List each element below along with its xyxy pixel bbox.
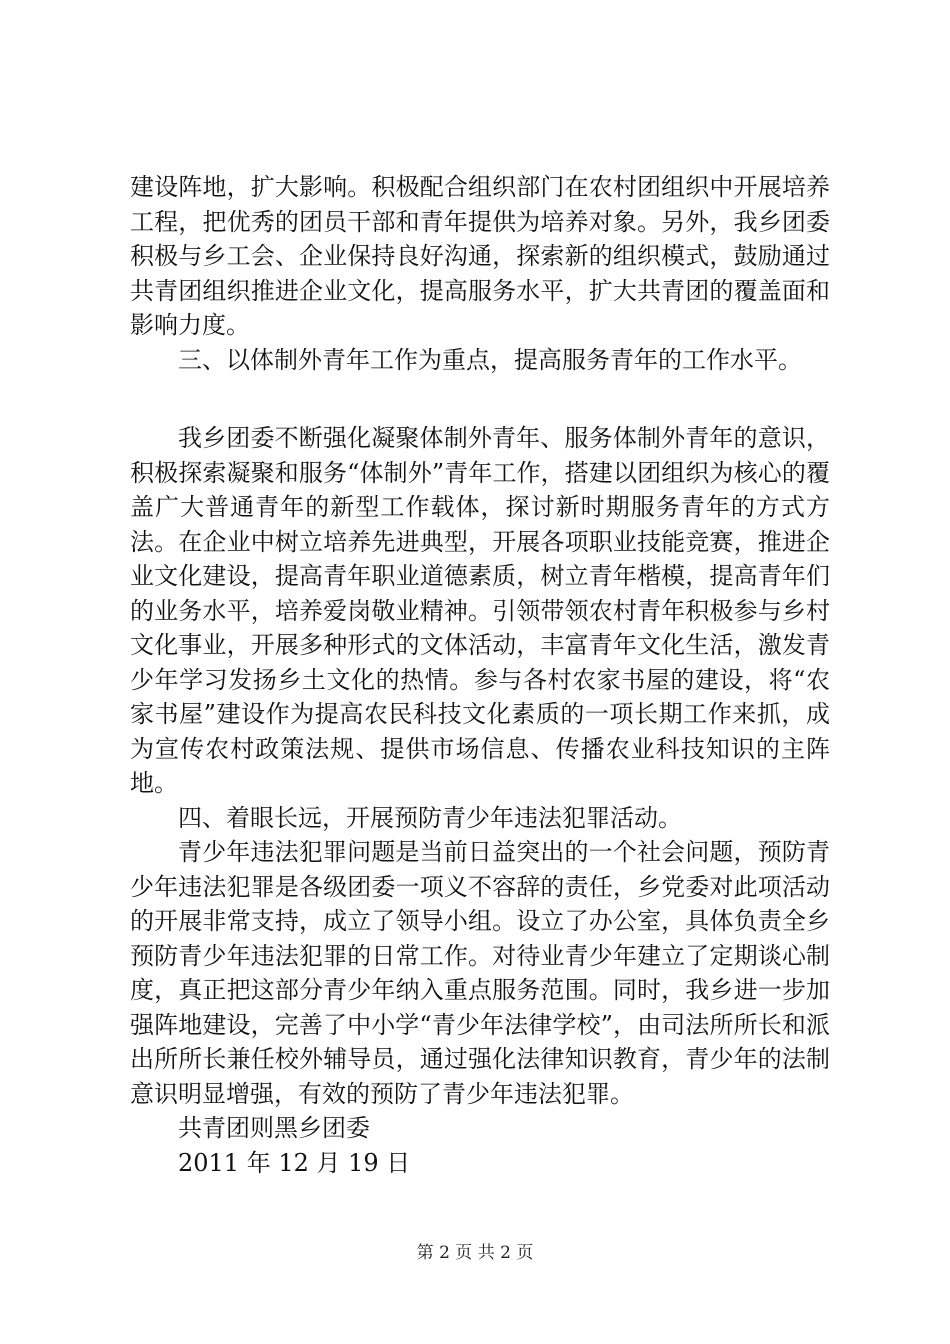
section-heading-four: 四、着眼长远，开展预防青少年违法犯罪活动。	[178, 803, 682, 832]
paragraph-crime-prevention: 青少年违法犯罪问题是当前日益突出的一个社会问题，预防青少年违法犯罪是各级团委一项义不容辞的责任，乡党委对此项活动的开展非常支持，成立了领导小组。设立了办公室，具体负责全乡预防青少年违法犯罪的日常工作。对待业青少年建立了定期谈心制度，真正把这部分青少年纳入重点服务范围。同时，我乡进一步加强阵地建设，完善了中小学“青少年法律学校”，由司法所所长和派出所所长兼任校外辅导员，通过强化法律知识教育，青少年的法制意识明显增强，有效的预防了青少年违法犯罪。	[130, 838, 830, 1108]
paragraph-youth-service: 我乡团委不断强化凝聚体制外青年、服务体制外青年的意识，积极探索凝聚和服务“体制外”青年工作，搭建以团组织为核心的覆盖广大普通青年的新型工作载体，探讨新时期服务青年的方式方法。在企业中树立培养先进典型，开展各项职业技能竞赛，推进企业文化建设，提高青年职业道德素质，树立青年楷模，提高青年们的业务水平，培养爱岗敬业精神。引领带领农村青年积极参与乡村文化事业，开展多种形式的文体活动，丰富青年文化生活，激发青少年学习发扬乡土文化的热情。参与各村农家书屋的建设，将“农家书屋”建设作为提高农民科技文化素质的一项长期工作来抓，成为宣传农村政策法规、提供市场信息、传播农业科技知识的主阵地。	[130, 424, 830, 797]
section-heading-three: 三、以体制外青年工作为重点，提高服务青年的工作水平。	[178, 345, 802, 374]
paragraph-gap	[130, 377, 830, 421]
signature-organization: 共青团则黑乡团委	[178, 1114, 370, 1142]
signature-date: 2011 年 12 月 19 日	[178, 1148, 411, 1177]
document-body	[130, 170, 830, 1180]
paragraph-continuation: 建设阵地，扩大影响。积极配合组织部门在农村团组织中开展培养工程，把优秀的团员干部和青年提供为培养对象。另外，我乡团委积极与乡工会、企业保持良好沟通，探索新的组织模式，鼓励通过共青团组织推进企业文化，提高服务水平，扩大共青团的覆盖面和影响力度。	[130, 173, 830, 339]
page-footer: 第 2 页 共 2 页	[416, 1243, 534, 1263]
